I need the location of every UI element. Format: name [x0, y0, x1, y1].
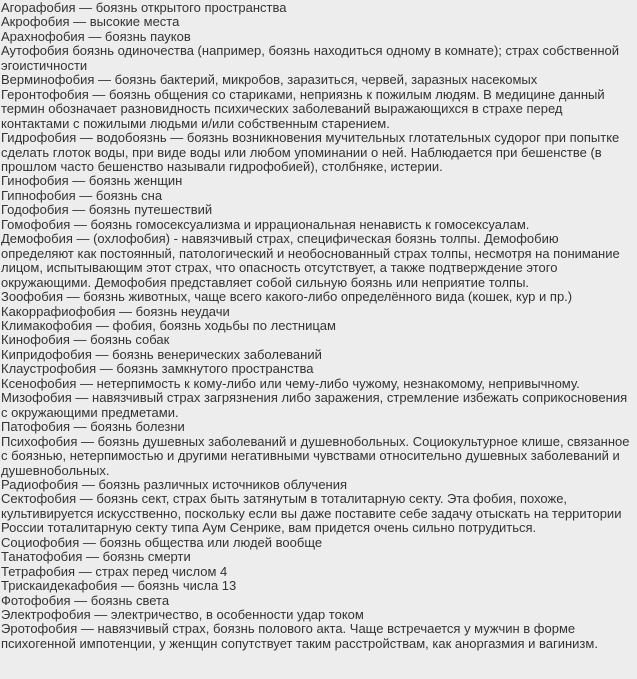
phobia-entry: [1, 608, 637, 622]
entry-text-line: психогенной импотенции, у женщин сопутствует таким расстройствам, как аноргазмия и вагинизм.: [1, 635, 598, 651]
entry-text-line: Гидрофобия — водобоязнь — боязнь возникновения мучительных глотательных судорог при попытке: [1, 130, 620, 146]
entry-text-line: Кипридофобия — боязнь венерических заболеваний: [1, 346, 322, 362]
phobia-entry: [1, 73, 637, 87]
phobia-entry: [1, 377, 637, 391]
entry-text-line: определяют как постоянный, патологический и необоснованный страх толпы, несмотря на понимание: [1, 245, 620, 261]
entry-text-line: Гомофобия — боязнь гомосексуализма и иррациональная ненависть к гомосексуалам.: [1, 216, 530, 232]
entry-text-line: Социофобия — боязнь общества или людей вообще: [1, 534, 323, 550]
entry-text-line: Мизофобия — навязчивый страх загрязнения либо заражения, стремление избежать соприкосновения: [1, 390, 628, 406]
phobia-entry: [1, 348, 637, 362]
entry-text-line: Верминофобия — боязнь бактерий, микробов, заразиться, червей, заразных насекомых: [1, 72, 538, 88]
entry-text-line: термин обозначает разновидность психических заболеваний выражающихся в страхе перед: [1, 101, 563, 117]
entry-text-line: Арахнофобия — боязнь пауков: [1, 28, 191, 44]
entry-text-line: Годофобия — боязнь путешествий: [1, 202, 213, 218]
entry-text-line: Зоофобия — боязнь животных, чаще всего какого-либо определённого вида (кошек, кур и пр.): [1, 289, 573, 305]
entry-text-line: Патофобия — боязнь болезни: [1, 419, 185, 435]
phobia-entry: [1, 536, 637, 550]
phobia-entry: [1, 435, 637, 478]
entry-text-line: Фотофобия — боязнь света: [1, 592, 170, 608]
entry-text-line: Электрофобия — электричество, в особенности удар током: [1, 607, 364, 623]
entry-text-line: Радиофобия — боязнь различных источников облучения: [1, 476, 348, 492]
entry-text-line: Трискаидекафобия — боязнь числа 13: [1, 578, 237, 594]
phobia-entry: [1, 362, 637, 376]
entry-text-line: с окружающими предметами.: [1, 404, 179, 420]
phobia-entry: [1, 305, 637, 319]
entry-text-line: Клаустрофобия — боязнь замкнутого пространства: [1, 361, 314, 377]
phobia-entry: [1, 565, 637, 579]
entry-text-line: Тетрафобия — страх перед числом 4: [1, 563, 228, 579]
phobia-entry: [1, 622, 637, 651]
entry-text-line: эгоистичности: [1, 57, 88, 73]
entry-text-line: Психофобия — боязнь душевных заболеваний и душевнобольных. Социокультурное клише, связанное: [1, 433, 630, 449]
entry-text-line: Гинофобия — боязнь женщин: [1, 173, 183, 189]
phobia-entry: [1, 478, 637, 492]
phobia-entry: [1, 44, 637, 73]
phobia-entry: [1, 550, 637, 564]
phobia-entry: [1, 1, 637, 15]
phobia-entry: [1, 174, 637, 188]
phobia-entry: [1, 391, 637, 420]
phobia-entry: [1, 131, 637, 174]
phobia-entry: [1, 492, 637, 535]
entry-text-line: России тоталитарную секту типа Аум Сенрике, вам придется очень сильно потрудиться.: [1, 520, 537, 536]
phobia-entry: [1, 319, 637, 333]
entry-text-line: Ксенофобия — нетерпимость к кому-либо или чему-либо чужому, незнакомому, непривычному.: [1, 375, 580, 391]
entry-text-line: культивируется искусственно, поскольку если вы даже поставите себе задачу отыскать на территории: [1, 505, 622, 521]
entry-text-line: Сектофобия — боязнь сект, страх быть затянутым в тоталитарную секту. Эта фобия, похоже,: [1, 491, 568, 507]
entry-text-line: Эротофобия — навязчивый страх, боязнь полового акта. Чаще встречается у мужчин в форме: [1, 621, 576, 637]
entry-text-line: Климакофобия — фобия, боязнь ходьбы по лестницам: [1, 317, 336, 333]
phobia-entry: [1, 203, 637, 217]
phobia-entry: [1, 333, 637, 347]
phobia-entry: [1, 420, 637, 434]
phobia-entry: [1, 232, 637, 290]
entry-text-line: окружающими. Демофобия представляет собой сильную боязнь или неприятие толпы.: [1, 274, 530, 290]
phobia-entry: [1, 88, 637, 131]
entry-text-line: Кинофобия — боязнь собак: [1, 332, 170, 348]
entry-text-line: душевнобольных.: [1, 462, 110, 478]
entry-text-line: Геронтофобия — боязнь общения со стариками, неприязнь к пожилым людям. В медицине данный: [1, 86, 605, 102]
entry-text-line: Акрофобия — высокие места: [1, 14, 180, 30]
entry-text-line: Аутофобия боязнь одиночества (например, боязнь находиться одному в комнате); страх собственной: [1, 43, 619, 59]
phobia-entry: [1, 30, 637, 44]
phobia-entry: [1, 15, 637, 29]
entry-text-line: Агорафобия — боязнь открытого пространства: [1, 0, 287, 15]
entry-text-line: Гипнофобия — боязнь сна: [1, 187, 163, 203]
entry-text-line: Танатофобия — боязнь смерти: [1, 549, 191, 565]
entry-text-line: Демофобия — (охлофобия) - навязчивый страх, специфическая боязнь толпы. Демофобию: [1, 231, 559, 247]
phobia-entry: [1, 218, 637, 232]
entry-text-line: с боязнью, нетерпимостью и другими негативными чувствами относительно душевных заболеваний и: [1, 448, 620, 464]
entry-text-line: прошлом часто бешенство называли гидрофобией), столбняке, истерии.: [1, 158, 443, 174]
entry-text-line: лицом, испытывающим этот страх, что опасность отсутствует, а также подтверждение этого: [1, 260, 558, 276]
entry-text-line: сделать глоток воды, при виде воды или любом упоминании о ней. Наблюдается при бешенстве (в: [1, 144, 602, 160]
phobia-entry: [1, 579, 637, 593]
phobia-entry: [1, 594, 637, 608]
entry-text-line: Какоррафиофобия — боязнь неудачи: [1, 303, 230, 319]
entry-text-line: контактами с пожилыми людьми и/или собственным старением.: [1, 115, 390, 131]
phobia-entry: [1, 189, 637, 203]
phobia-entry: [1, 290, 637, 304]
